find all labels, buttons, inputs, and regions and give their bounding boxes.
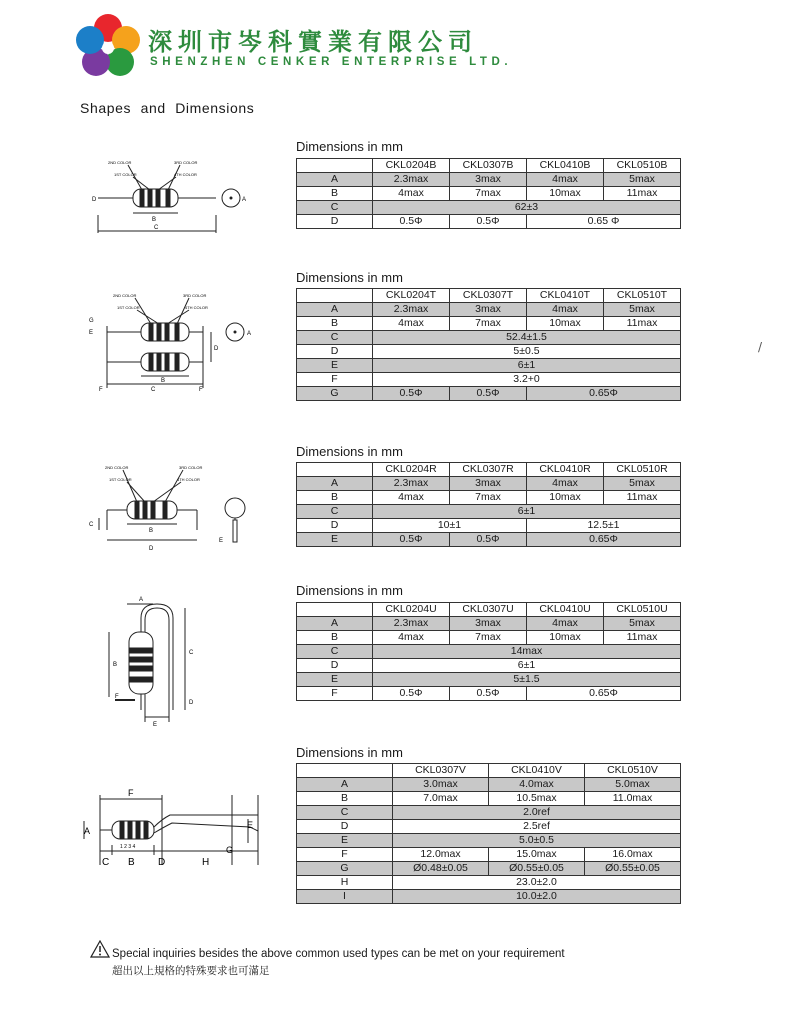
table-cell: 3max	[450, 173, 527, 187]
table-cell: 0.5Φ	[373, 687, 450, 701]
table-cell: 5max	[604, 303, 681, 317]
dimensions-caption: Dimensions in mm	[296, 745, 403, 760]
table-row	[297, 387, 681, 401]
column-header: CKL0410B	[527, 159, 604, 173]
diagram-label: D	[189, 700, 194, 706]
table-cell: 10.5max	[489, 792, 585, 806]
table-row	[297, 201, 681, 215]
dimensions-table-v	[296, 763, 681, 904]
diagram-label: 1ST COLOR	[114, 172, 137, 177]
table-row	[297, 848, 681, 862]
row-label: A	[297, 477, 373, 491]
diagram-label: D	[214, 346, 219, 352]
dimensions-table-u	[296, 602, 681, 701]
table-cell: 6±1	[373, 359, 681, 373]
table-header-row	[297, 159, 681, 173]
dimensions-caption: Dimensions in mm	[296, 270, 403, 285]
table-cell: 10max	[527, 317, 604, 331]
table-cell: 10±1	[373, 519, 527, 533]
table-row	[297, 173, 681, 187]
row-label: A	[297, 617, 373, 631]
column-header: CKL0410R	[527, 463, 604, 477]
table-row	[297, 215, 681, 229]
table-cell: 11max	[604, 187, 681, 201]
diagram-label: 2ND COLOR	[113, 293, 137, 298]
table-cell: 0.5Φ	[450, 215, 527, 229]
column-header: CKL0307B	[450, 159, 527, 173]
diagram-label: G	[89, 318, 94, 324]
stray-mark: /	[758, 340, 763, 354]
diagram-label: 2ND COLOR	[108, 160, 132, 165]
table-cell: 0.5Φ	[373, 387, 450, 401]
table-row	[297, 645, 681, 659]
table-cell: 14max	[373, 645, 681, 659]
table-cell: 0.65Φ	[527, 687, 681, 701]
table-cell: 4.0max	[489, 778, 585, 792]
table-cell: 2.3max	[373, 303, 450, 317]
diagram-label: E	[89, 330, 94, 336]
table-cell: 0.5Φ	[450, 387, 527, 401]
table-cell: 0.65 Φ	[527, 215, 681, 229]
diagram-label: B	[149, 528, 154, 534]
diagram-label: B	[128, 857, 135, 868]
diagram-label: F	[115, 694, 119, 700]
table-cell: 23.0±2.0	[393, 876, 681, 890]
table-cell: 7max	[450, 631, 527, 645]
warning-triangle-icon	[90, 940, 110, 958]
table-cell: 4max	[527, 173, 604, 187]
column-header: CKL0510V	[585, 764, 681, 778]
table-row	[297, 317, 681, 331]
table-cell: 6±1	[373, 659, 681, 673]
row-label: E	[297, 359, 373, 373]
diagram-label: D	[149, 546, 154, 552]
diagram-label: E	[247, 820, 254, 830]
table-row	[297, 491, 681, 505]
table-row	[297, 477, 681, 491]
table-cell: 11.0max	[585, 792, 681, 806]
diagram-label: 2ND COLOR	[105, 465, 129, 470]
row-label: B	[297, 491, 373, 505]
diagram-label: H	[202, 857, 210, 868]
table-corner-cell	[297, 463, 373, 477]
table-cell: 4max	[527, 477, 604, 491]
table-cell: 2.0ref	[393, 806, 681, 820]
row-label: D	[297, 345, 373, 359]
table-row	[297, 792, 681, 806]
dimensions-caption: Dimensions in mm	[296, 444, 403, 459]
diagram-label: A	[247, 331, 252, 337]
table-row	[297, 505, 681, 519]
table-cell: 10max	[527, 187, 604, 201]
row-label: D	[297, 820, 393, 834]
table-cell: 2.3max	[373, 173, 450, 187]
row-label: C	[297, 201, 373, 215]
column-header: CKL0307R	[450, 463, 527, 477]
table-cell: Ø0.55±0.05	[585, 862, 681, 876]
row-label: H	[297, 876, 393, 890]
column-header: CKL0307V	[393, 764, 489, 778]
table-cell: 3max	[450, 303, 527, 317]
table-row	[297, 673, 681, 687]
diagram-label: C	[89, 522, 94, 528]
row-label: B	[297, 792, 393, 806]
table-header-row	[297, 603, 681, 617]
table-cell: 5±1.5	[373, 673, 681, 687]
table-cell: 11max	[604, 631, 681, 645]
table-cell: 0.5Φ	[373, 533, 450, 547]
diagram-label: C	[154, 225, 159, 231]
diagram-label: E	[219, 538, 224, 544]
table-cell: 3.2+0	[373, 373, 681, 387]
table-row	[297, 373, 681, 387]
table-cell: 4max	[373, 631, 450, 645]
table-cell: 5max	[604, 477, 681, 491]
table-row	[297, 519, 681, 533]
table-cell: 0.5Φ	[373, 215, 450, 229]
row-label: A	[297, 303, 373, 317]
row-label: C	[297, 331, 373, 345]
row-label: D	[297, 519, 373, 533]
diagram-label: D	[158, 857, 166, 868]
column-header: CKL0510R	[604, 463, 681, 477]
table-cell: Ø0.48±0.05	[393, 862, 489, 876]
section-title: Shapes and Dimensions	[80, 100, 255, 116]
special-inquiry-note: Special inquiries besides the above common used types can be met on your requirement	[112, 948, 565, 960]
table-cell: 5max	[604, 173, 681, 187]
row-label: F	[297, 848, 393, 862]
table-row	[297, 187, 681, 201]
table-cell: 0.65Φ	[527, 387, 681, 401]
table-cell: 10max	[527, 631, 604, 645]
table-row	[297, 876, 681, 890]
diagram-label: 4TH COLOR	[174, 172, 197, 177]
diagram-label: 1ST COLOR	[109, 477, 132, 482]
diagram-label: F	[99, 387, 103, 393]
diagram-label: 3RD COLOR	[183, 293, 207, 298]
row-label: I	[297, 890, 393, 904]
column-header: CKL0510T	[604, 289, 681, 303]
column-header: CKL0410U	[527, 603, 604, 617]
table-cell: 4max	[373, 491, 450, 505]
table-row	[297, 631, 681, 645]
table-cell: 10max	[527, 491, 604, 505]
dimensions-caption: Dimensions in mm	[296, 139, 403, 154]
table-cell: 4max	[527, 617, 604, 631]
table-cell: 5.0max	[585, 778, 681, 792]
row-label: D	[297, 215, 373, 229]
column-header: CKL0307U	[450, 603, 527, 617]
table-cell: 2.3max	[373, 617, 450, 631]
row-label: E	[297, 673, 373, 687]
column-header: CKL0204R	[373, 463, 450, 477]
table-header-row	[297, 289, 681, 303]
table-row	[297, 862, 681, 876]
flower-logo-icon	[76, 14, 140, 78]
table-cell: 0.5Φ	[450, 533, 527, 547]
table-cell: 11max	[604, 491, 681, 505]
table-cell: 12.0max	[393, 848, 489, 862]
company-name-english: SHENZHEN CENKER ENTERPRISE LTD.	[150, 56, 513, 68]
diagram-label: C	[151, 387, 156, 393]
table-cell: 2.3max	[373, 477, 450, 491]
table-cell: 16.0max	[585, 848, 681, 862]
table-cell: 3.0max	[393, 778, 489, 792]
table-cell: 4max	[527, 303, 604, 317]
table-corner-cell	[297, 159, 373, 173]
dimensions-table-b	[296, 158, 681, 229]
table-row	[297, 533, 681, 547]
table-cell: 12.5±1	[527, 519, 681, 533]
table-cell: 15.0max	[489, 848, 585, 862]
diagram-label: 3RD COLOR	[174, 160, 198, 165]
diagram-label: A	[139, 597, 144, 603]
table-corner-cell	[297, 289, 373, 303]
table-cell: 3max	[450, 477, 527, 491]
table-row	[297, 687, 681, 701]
row-label: G	[297, 862, 393, 876]
row-label: B	[297, 317, 373, 331]
diagram-label: A	[84, 826, 91, 836]
column-header: CKL0410T	[527, 289, 604, 303]
row-label: A	[297, 778, 393, 792]
diagram-label: B	[113, 662, 118, 668]
dimensions-table-t	[296, 288, 681, 401]
company-name-chinese: 深圳市岑科實業有限公司	[148, 28, 478, 56]
column-header: CKL0510U	[604, 603, 681, 617]
column-header: CKL0204U	[373, 603, 450, 617]
diagram-label: F	[199, 387, 203, 393]
row-label: D	[297, 659, 373, 673]
diagram-label: B	[161, 378, 166, 384]
table-header-row	[297, 463, 681, 477]
table-cell: 5max	[604, 617, 681, 631]
table-row	[297, 359, 681, 373]
table-cell: 2.5ref	[393, 820, 681, 834]
diagram-label: D	[92, 197, 97, 203]
resistor-b-diagram	[88, 155, 258, 235]
row-label: F	[297, 373, 373, 387]
diagram-label: 1ST COLOR	[117, 305, 140, 310]
dimensions-table-r	[296, 462, 681, 547]
table-cell: 7max	[450, 317, 527, 331]
dimensions-caption: Dimensions in mm	[296, 583, 403, 598]
diagram-label: 4TH COLOR	[185, 305, 208, 310]
table-cell: 62±3	[373, 201, 681, 215]
table-row	[297, 834, 681, 848]
table-cell: 11max	[604, 317, 681, 331]
table-cell: 0.65Φ	[527, 533, 681, 547]
table-row	[297, 890, 681, 904]
row-label: G	[297, 387, 373, 401]
column-header: CKL0410V	[489, 764, 585, 778]
column-header: CKL0510B	[604, 159, 681, 173]
table-row	[297, 617, 681, 631]
diagram-label: B	[152, 217, 157, 223]
diagram-label: 4TH COLOR	[177, 477, 200, 482]
table-row	[297, 659, 681, 673]
resistor-v-diagram	[80, 785, 270, 875]
table-cell: 10.0±2.0	[393, 890, 681, 904]
row-label: C	[297, 505, 373, 519]
row-label: E	[297, 834, 393, 848]
table-cell: 7.0max	[393, 792, 489, 806]
diagram-label: E	[153, 722, 158, 727]
diagram-label: G	[226, 845, 234, 855]
column-header: CKL0204B	[373, 159, 450, 173]
table-row	[297, 778, 681, 792]
table-cell: 5±0.5	[373, 345, 681, 359]
row-label: B	[297, 631, 373, 645]
table-cell: 52.4±1.5	[373, 331, 681, 345]
column-header: CKL0204T	[373, 289, 450, 303]
table-cell: 3max	[450, 617, 527, 631]
table-cell: Ø0.55±0.05	[489, 862, 585, 876]
diagram-label: F	[128, 788, 134, 798]
row-label: B	[297, 187, 373, 201]
row-label: A	[297, 173, 373, 187]
table-row	[297, 331, 681, 345]
row-label: C	[297, 645, 373, 659]
table-row	[297, 303, 681, 317]
table-cell: 4max	[373, 317, 450, 331]
resistor-u-diagram	[105, 592, 215, 727]
table-cell: 7max	[450, 491, 527, 505]
table-cell: 7max	[450, 187, 527, 201]
diagram-label: 1 2 3 4	[120, 844, 136, 850]
table-row	[297, 806, 681, 820]
diagram-label: C	[189, 650, 194, 656]
table-corner-cell	[297, 603, 373, 617]
table-header-row	[297, 764, 681, 778]
row-label: F	[297, 687, 373, 701]
table-cell: 0.5Φ	[450, 687, 527, 701]
table-cell: 6±1	[373, 505, 681, 519]
table-row	[297, 345, 681, 359]
row-label: E	[297, 533, 373, 547]
special-inquiry-note-chinese: 超出以上規格的特殊要求也可滿足	[112, 965, 270, 977]
table-cell: 4max	[373, 187, 450, 201]
column-header: CKL0307T	[450, 289, 527, 303]
diagram-label: C	[102, 857, 110, 868]
resistor-r-diagram	[85, 460, 265, 555]
row-label: C	[297, 806, 393, 820]
diagram-label: 3RD COLOR	[179, 465, 203, 470]
table-cell: 5.0±0.5	[393, 834, 681, 848]
diagram-label: A	[242, 197, 247, 203]
table-corner-cell	[297, 764, 393, 778]
table-row	[297, 820, 681, 834]
resistor-t-diagram	[85, 288, 265, 393]
